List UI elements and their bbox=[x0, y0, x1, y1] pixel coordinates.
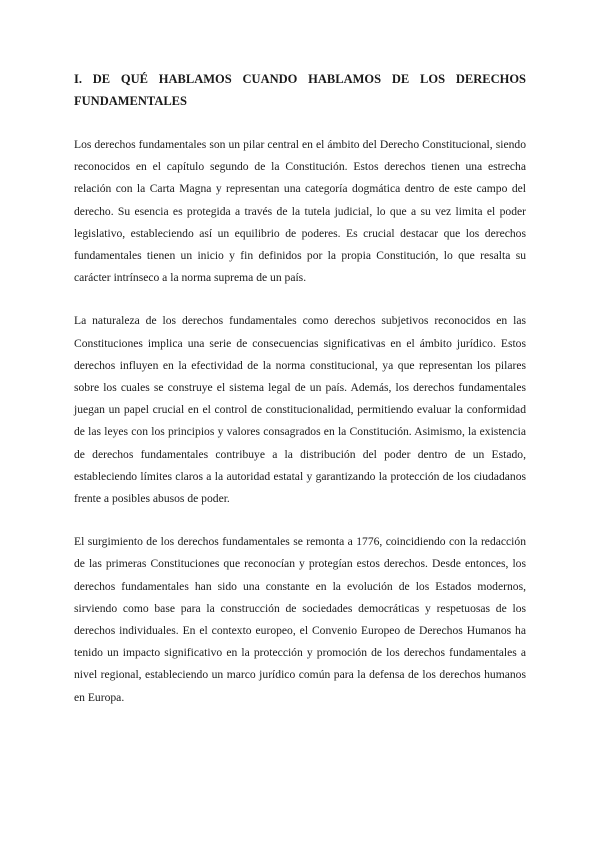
paragraph-1: Los derechos fundamentales son un pilar central en el ámbito del Derecho Constitucional, siendo reconocidos en el capítulo segundo de la Constitución. Estos derechos tienen una estrecha relación con la Carta Magna y representan una categoría dogmática dentro de este campo del derecho. Su esencia es protegida a través de la tutela judicial, lo que a su vez limita el poder legislativo, estableciendo así un equilibrio de poderes. Es crucial destacar que los derechos fundamentales tienen un inicio y fin definidos por la propia Constitución, lo que resalta su carácter intrínseco a la norma suprema de un país. bbox=[74, 138, 526, 285]
paragraph-2: La naturaleza de los derechos fundamentales como derechos subjetivos reconocidos en las Constituciones implica una serie de consecuencias significativas en el ámbito jurídico. Estos derechos influyen en la efectividad de la norma constitucional, ya que representan los pilares sobre los cuales se construye el sistema legal de un país. Además, los derechos fundamentales juegan un papel crucial en el control de constitucionalidad, permitiendo evaluar la conformidad de las leyes con los principios y valores consagrados en la Constitución. Asimismo, la existencia de derechos fundamentales contribuye a la distribución del poder dentro de un Estado, estableciendo límites claros a la autoridad estatal y garantizando la protección de los ciudadanos frente a posibles abusos de poder. bbox=[74, 314, 526, 506]
paragraph-3: El surgimiento de los derechos fundamentales se remonta a 1776, coincidiendo con la redacción de las primeras Constituciones que reconocían y protegían estos derechos. Desde entonces, los derechos fundamentales han sido una constante en la evolución de los Estados modernos, sirviendo como base para la construcción de sociedades democráticas y respetuosas de los derechos individuales. En el contexto europeo, el Convenio Europeo de Derechos Humanos ha tenido un impacto significativo en la protección y promoción de los derechos fundamentales a nivel regional, estableciendo un marco jurídico común para la defensa de los derechos humanos en Europa. bbox=[74, 535, 526, 704]
document-page bbox=[74, 68, 526, 730]
section-heading: I. DE QUÉ HABLAMOS CUANDO HABLAMOS DE LOS DERECHOS FUNDAMENTALES bbox=[74, 72, 526, 108]
